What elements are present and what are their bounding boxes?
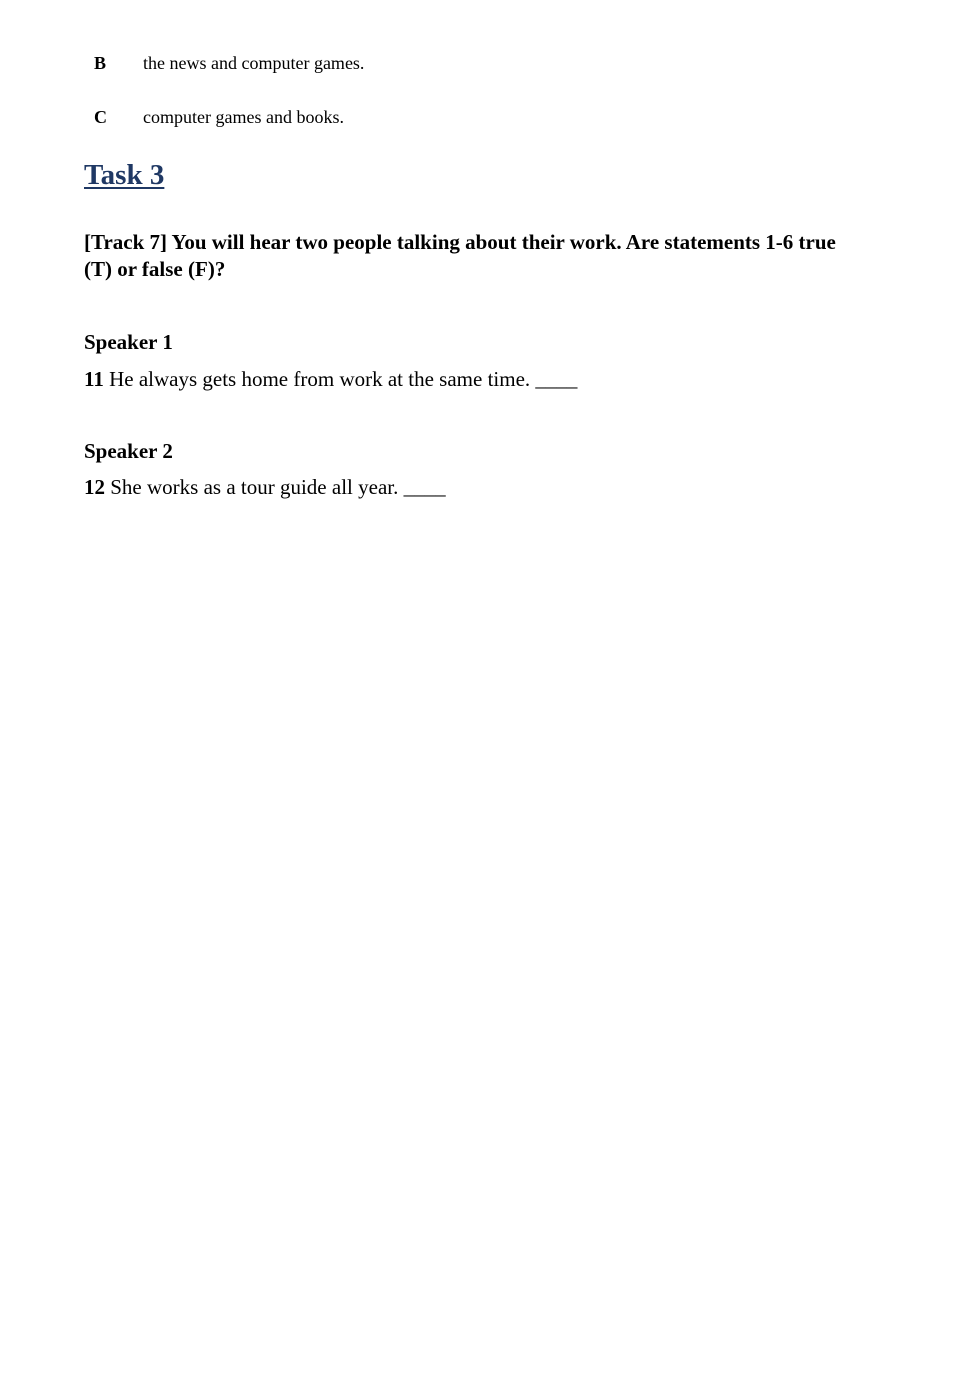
statement-number: 12 [84, 475, 105, 499]
statement-12 [84, 474, 446, 500]
option-letter: B [94, 53, 107, 73]
task-title: Task 3 [84, 159, 165, 191]
speaker-1-heading: Speaker 1 [84, 330, 173, 354]
statement-text: She works as a tour guide all year. [110, 475, 399, 499]
option-text: computer games and books. [143, 107, 344, 127]
option-text: the news and computer games. [143, 53, 365, 73]
speaker-2-heading: Speaker 2 [84, 439, 173, 463]
task-instructions: [Track 7] You will hear two people talking about their work. Are statements 1-6 true (T) or false (F)? [84, 230, 836, 281]
statement-text: He always gets home from work at the same time. [109, 367, 531, 391]
statement-11 [84, 366, 577, 392]
option-letter: C [94, 107, 107, 127]
answer-blank[interactable]: ____ [535, 367, 578, 391]
statement-number: 11 [84, 367, 104, 391]
answer-blank[interactable]: ____ [403, 475, 446, 499]
